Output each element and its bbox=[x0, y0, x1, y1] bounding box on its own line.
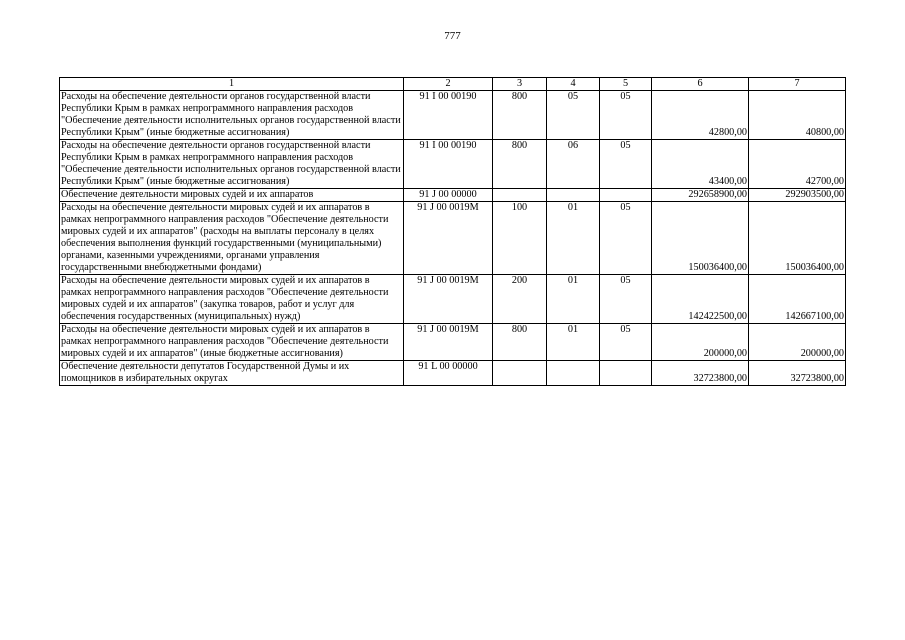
table-row bbox=[60, 324, 846, 361]
row-code: 91 L 00 00000 bbox=[404, 361, 493, 386]
row-expense-type: 800 bbox=[493, 140, 547, 189]
row-amount-col7: 150036400,00 bbox=[749, 202, 846, 275]
row-amount-col6: 142422500,00 bbox=[652, 275, 749, 324]
row-subsection: 05 bbox=[600, 91, 652, 140]
row-section: 01 bbox=[547, 324, 600, 361]
row-subsection: 05 bbox=[600, 202, 652, 275]
column-header: 1 bbox=[60, 78, 404, 91]
row-expense-type: 200 bbox=[493, 275, 547, 324]
row-amount-col7: 42700,00 bbox=[749, 140, 846, 189]
row-subsection: 05 bbox=[600, 275, 652, 324]
column-number-row bbox=[60, 78, 846, 91]
row-section: 05 bbox=[547, 91, 600, 140]
column-header: 5 bbox=[600, 78, 652, 91]
row-expense-type: 800 bbox=[493, 91, 547, 140]
page-number: 777 bbox=[444, 30, 461, 42]
column-header: 2 bbox=[404, 78, 493, 91]
table-row bbox=[60, 275, 846, 324]
row-section: 01 bbox=[547, 275, 600, 324]
table-row bbox=[60, 361, 846, 386]
row-amount-col6: 43400,00 bbox=[652, 140, 749, 189]
row-amount-col7: 32723800,00 bbox=[749, 361, 846, 386]
row-code: 91 J 00 0019M bbox=[404, 324, 493, 361]
budget-table bbox=[59, 77, 846, 386]
row-subsection bbox=[600, 361, 652, 386]
row-amount-col7: 292903500,00 bbox=[749, 189, 846, 202]
row-description: Обеспечение деятельности депутатов Государственной Думы и их помощников в избирательных округах bbox=[60, 361, 404, 386]
row-subsection bbox=[600, 189, 652, 202]
row-expense-type: 800 bbox=[493, 324, 547, 361]
row-description: Расходы на обеспечение деятельности органов государственной власти Республики Крым в рамках непрограммного направления расходов "Обеспечение деятельности исполнительных органов государственной власти Республики Крым" (иные бюджетные ассигнования) bbox=[60, 91, 404, 140]
row-expense-type bbox=[493, 189, 547, 202]
row-code: 91 J 00 00000 bbox=[404, 189, 493, 202]
row-description: Расходы на обеспечение деятельности мировых судей и их аппаратов в рамках непрограммного направления расходов "Обеспечение деятельности мировых судей и их аппаратов" (расходы на выплаты персоналу в целях обеспечения выполнения функций государственными (муниципальными) органами, казенными учреждениями, органами управления государственными внебюджетными фондами) bbox=[60, 202, 404, 275]
table-row bbox=[60, 140, 846, 189]
table-row bbox=[60, 202, 846, 275]
row-expense-type bbox=[493, 361, 547, 386]
row-amount-col7: 40800,00 bbox=[749, 91, 846, 140]
row-description: Обеспечение деятельности мировых судей и их аппаратов bbox=[60, 189, 404, 202]
row-description: Расходы на обеспечение деятельности мировых судей и их аппаратов в рамках непрограммного направления расходов "Обеспечение деятельности мировых судей и их аппаратов" (иные бюджетные ассигнования) bbox=[60, 324, 404, 361]
row-amount-col7: 200000,00 bbox=[749, 324, 846, 361]
column-header: 7 bbox=[749, 78, 846, 91]
row-amount-col6: 32723800,00 bbox=[652, 361, 749, 386]
column-header: 6 bbox=[652, 78, 749, 91]
row-code: 91 J 00 0019M bbox=[404, 202, 493, 275]
row-subsection: 05 bbox=[600, 140, 652, 189]
row-description: Расходы на обеспечение деятельности мировых судей и их аппаратов в рамках непрограммного направления расходов "Обеспечение деятельности мировых судей и их аппаратов" (закупка товаров, работ и услуг для обеспечения государственных (муниципальных) нужд) bbox=[60, 275, 404, 324]
row-description: Расходы на обеспечение деятельности органов государственной власти Республики Крым в рамках непрограммного направления расходов "Обеспечение деятельности исполнительных органов государственной власти Республики Крым" (иные бюджетные ассигнования) bbox=[60, 140, 404, 189]
row-amount-col6: 292658900,00 bbox=[652, 189, 749, 202]
row-expense-type: 100 bbox=[493, 202, 547, 275]
column-header: 3 bbox=[493, 78, 547, 91]
row-section: 06 bbox=[547, 140, 600, 189]
row-subsection: 05 bbox=[600, 324, 652, 361]
row-amount-col6: 150036400,00 bbox=[652, 202, 749, 275]
row-section: 01 bbox=[547, 202, 600, 275]
row-amount-col6: 200000,00 bbox=[652, 324, 749, 361]
row-code: 91 J 00 0019M bbox=[404, 275, 493, 324]
row-amount-col6: 42800,00 bbox=[652, 91, 749, 140]
table-row bbox=[60, 91, 846, 140]
row-code: 91 I 00 00190 bbox=[404, 91, 493, 140]
table-row bbox=[60, 189, 846, 202]
row-code: 91 I 00 00190 bbox=[404, 140, 493, 189]
row-section bbox=[547, 361, 600, 386]
row-section bbox=[547, 189, 600, 202]
row-amount-col7: 142667100,00 bbox=[749, 275, 846, 324]
column-header: 4 bbox=[547, 78, 600, 91]
